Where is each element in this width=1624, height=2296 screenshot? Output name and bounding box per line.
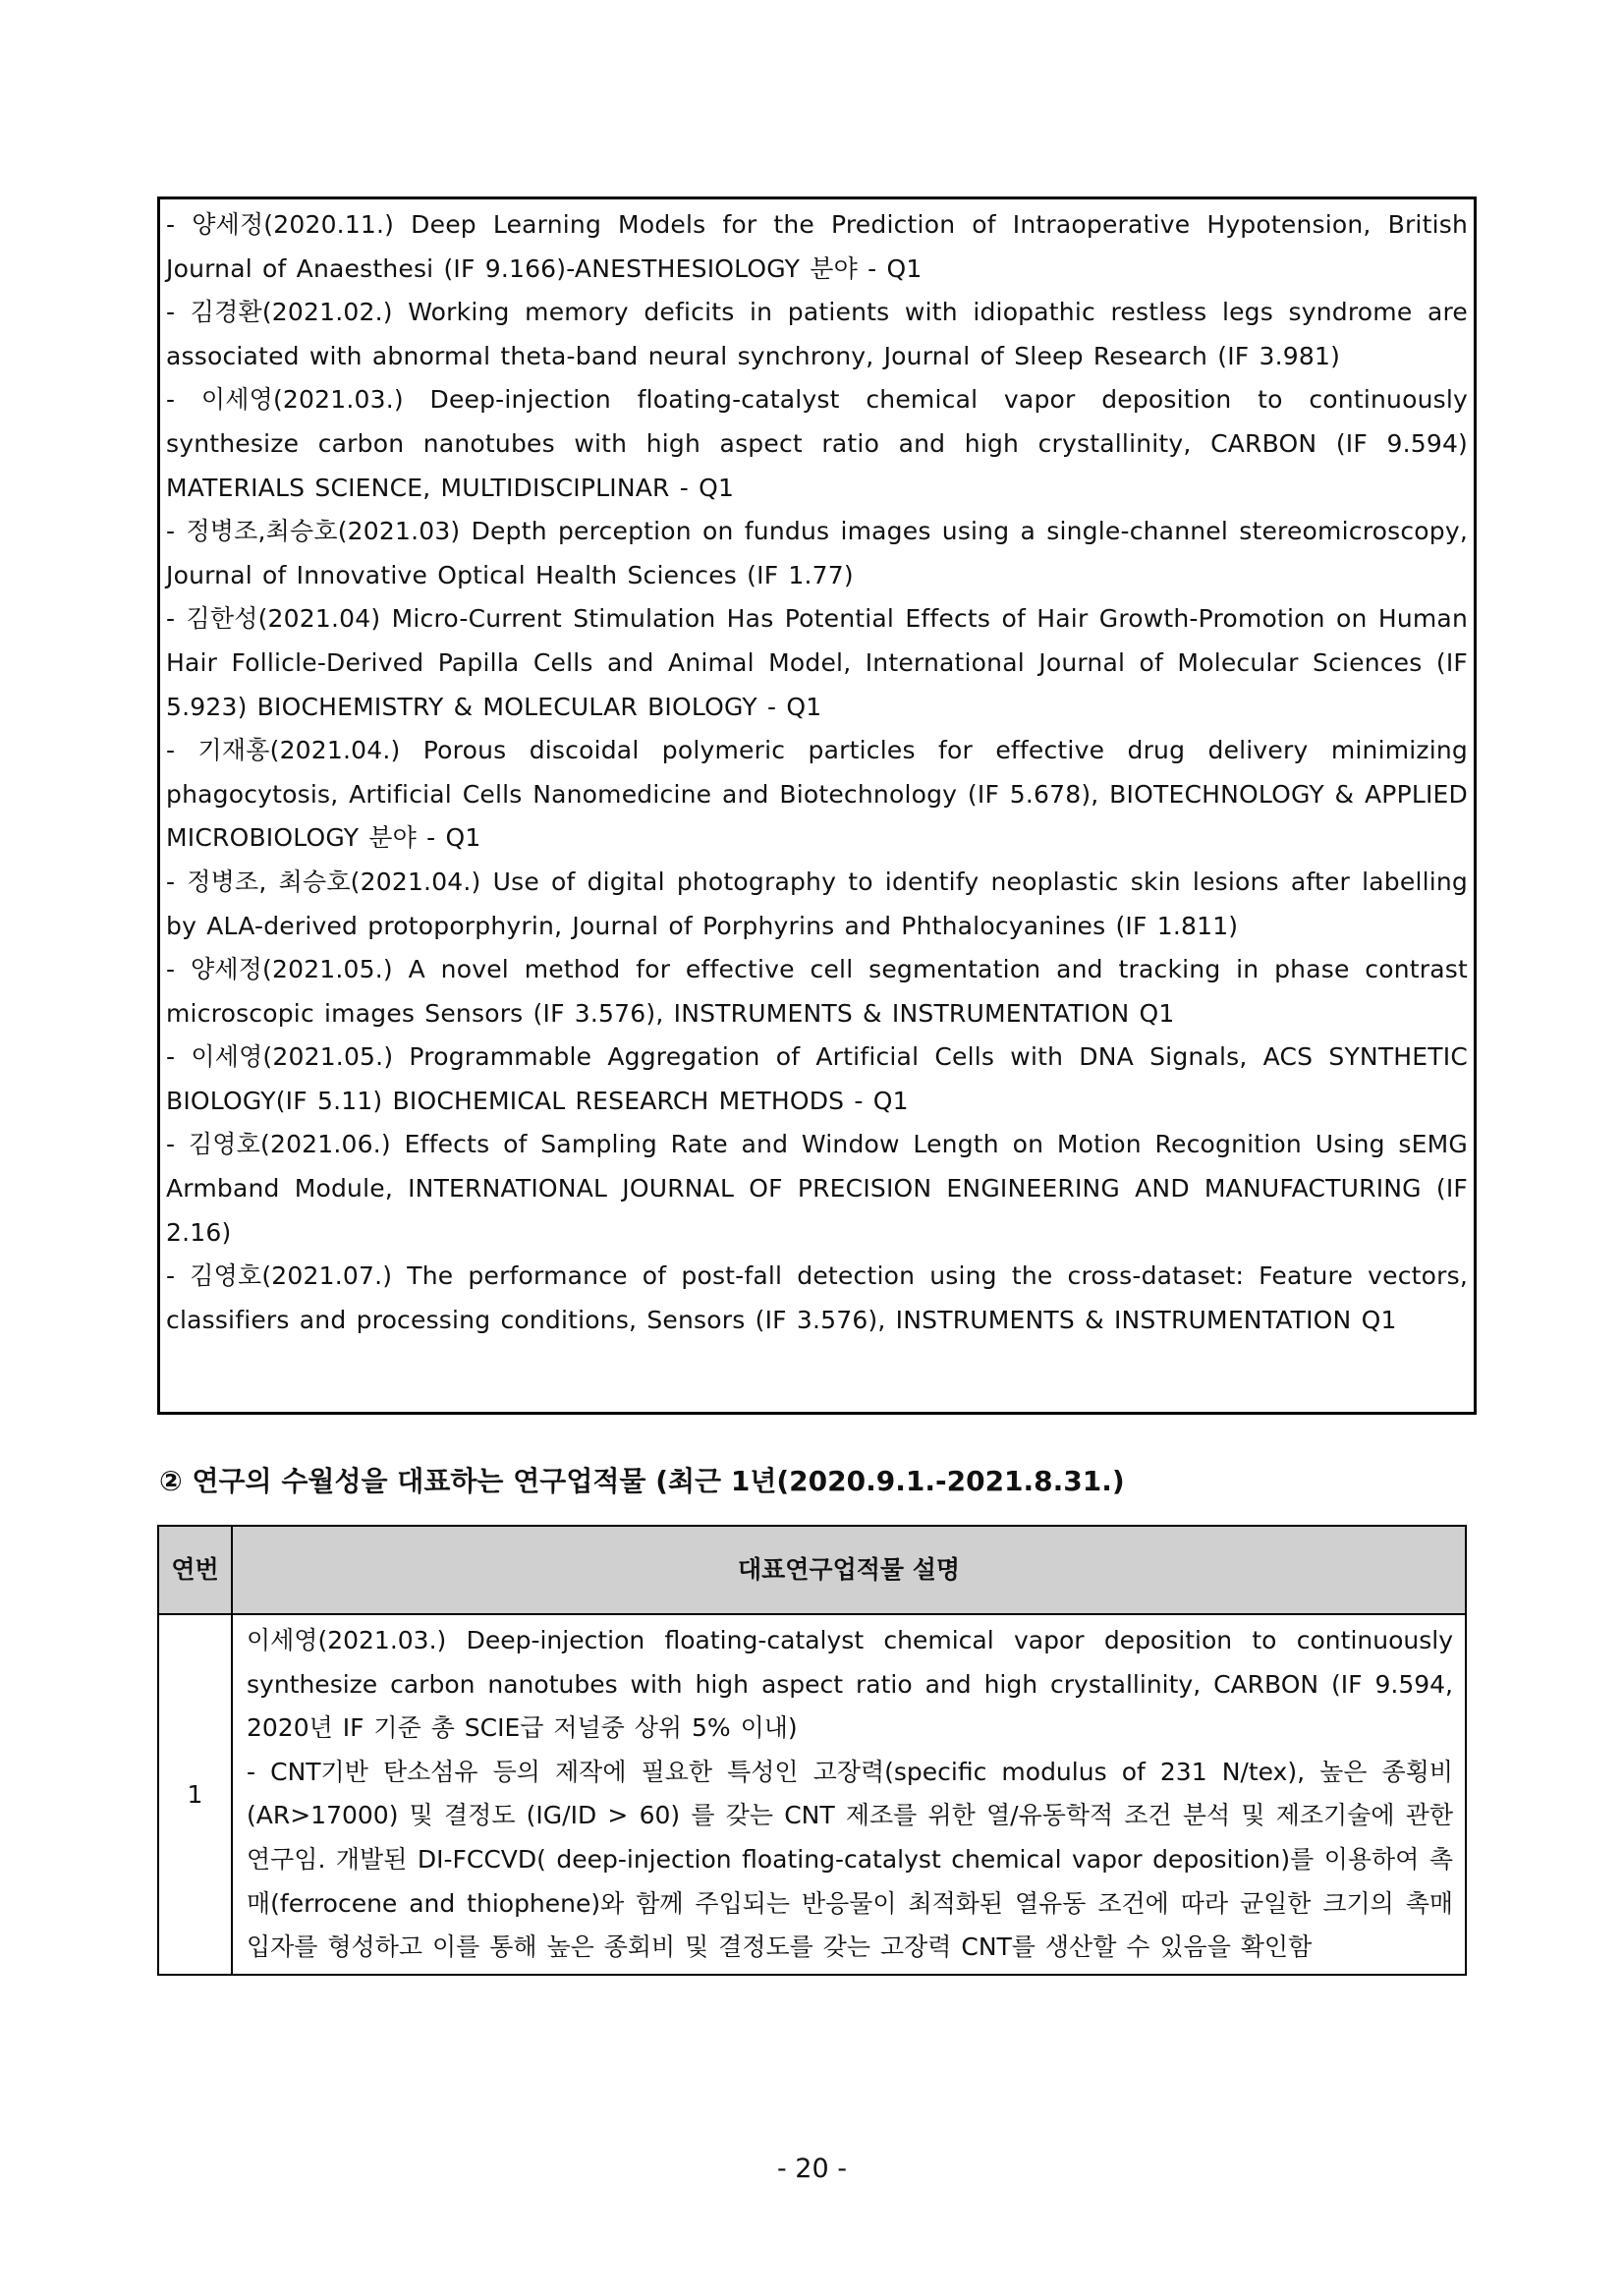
row-number: 1 — [158, 1614, 232, 1975]
table-row — [158, 1614, 1466, 1975]
section-heading: ② 연구의 수월성을 대표하는 연구업적물 (최근 1년(2020.9.1.-2021.8.31.) — [159, 1465, 1125, 1497]
publication-entry: - 김영호(2021.06.) Effects of Sampling Rate and Window Length on Motion Recognition Using sEMG Armband Module, INTERNATIONAL JOURNAL OF PRECISION ENGINEERING AND MANUFACTURING (IF 2.16) — [166, 1130, 1468, 1247]
publication-entry: - 양세정(2020.11.) Deep Learning Models for the Prediction of Intraoperative Hypotension, British Journal of Anaesthesi (IF 9.166)-ANESTHESIOLOGY 분야 - Q1 — [166, 210, 1468, 283]
header-number: 연번 — [158, 1526, 232, 1614]
page-number: - 20 - — [776, 2154, 847, 2184]
table-header-row — [158, 1526, 1466, 1614]
publication-entry: - 이세영(2021.05.) Programmable Aggregation of Artificial Cells with DNA Signals, ACS SYNTHETIC BIOLOGY(IF 5.11) BIOCHEMICAL RESEARCH METHODS - Q1 — [166, 1042, 1468, 1115]
publication-list-box — [157, 196, 1477, 1415]
publication-entry: - 양세정(2021.05.) A novel method for effective cell segmentation and tracking in phase contrast microscopic images Sensors (IF 3.576), INSTRUMENTS & INSTRUMENTATION Q1 — [166, 955, 1468, 1028]
publication-entry: - 정병조, 최승호(2021.04.) Use of digital photography to identify neoplastic skin lesions after labelling by ALA-derived protoporphyrin, Journal of Porphyrins and Phthalocyanines (IF 1.811) — [166, 867, 1468, 940]
row-citation: 이세영(2021.03.) Deep-injection floating-catalyst chemical vapor deposition to continuously synthesize carbon nanotubes with high aspect ratio and high crystallinity, CARBON (IF 9.594, 2020년 IF 기준 총 SCIE급 저널중 상위 5% 이내) — [247, 1626, 1453, 1743]
publication-entry: - 기재홍(2021.04.) Porous discoidal polymeric particles for effective drug delivery minimizing phagocytosis, Artificial Cells Nanomedicine and Biotechnology (IF 5.678), BIOTECHNOLOGY & APPLIED MICROBIOLOGY 분야 - Q1 — [166, 736, 1468, 853]
representative-work-table — [157, 1525, 1467, 1976]
publication-entry: - 정병조,최승호(2021.03) Depth perception on fundus images using a single-channel stereomicroscopy, Journal of Innovative Optical Health Sciences (IF 1.77) — [166, 517, 1468, 589]
header-description: 대표연구업적물 설명 — [232, 1526, 1466, 1614]
publication-entry: - 김영호(2021.07.) The performance of post-fall detection using the cross-dataset: Feature vectors, classifiers and processing conditions, Sensors (IF 3.576), INSTRUMENTS & INSTRUMENTATION Q1 — [166, 1261, 1468, 1334]
publication-entry: - 김경환(2021.02.) Working memory deficits in patients with idiopathic restless legs syndrome are associated with abnormal theta-band neural synchrony, Journal of Sleep Research (IF 3.981) — [166, 298, 1468, 370]
publication-entry: - 김한성(2021.04) Micro-Current Stimulation Has Potential Effects of Hair Growth-Promotion on Human Hair Follicle-Derived Papilla Cells and Animal Model, International Journal of Molecular Sciences (IF 5.923) BIOCHEMISTRY & MOLECULAR BIOLOGY - Q1 — [166, 604, 1468, 721]
publication-entry: - 이세영(2021.03.) Deep-injection floating-catalyst chemical vapor deposition to continuously synthesize carbon nanotubes with high aspect ratio and high crystallinity, CARBON (IF 9.594) MATERIALS SCIENCE, MULTIDISCIPLINAR - Q1 — [166, 385, 1468, 502]
row-description — [232, 1614, 1466, 1975]
row-summary: - CNT기반 탄소섬유 등의 제작에 필요한 특성인 고장력(specific modulus of 231 N/tex), 높은 종횡비 (AR>17000) 및 결정도 (IG/ID > 60) 를 갖는 CNT 제조를 위한 열/유동학적 조건 분석 및 제조기술에 관한 연구임. 개발된 DI-FCCVD( deep-injection floating-catalyst chemical vapor deposition)를 이용하여 촉매(ferrocene and thiophene)와 함께 주입되는 반응물이 최적화된 열유동 조건에 따라 균일한 크기의 촉매입자를 형성하고 이를 통해 높은 종회비 및 결정도를 갖는 고장력 CNT를 생산할 수 있음을 확인함 — [247, 1757, 1453, 1962]
